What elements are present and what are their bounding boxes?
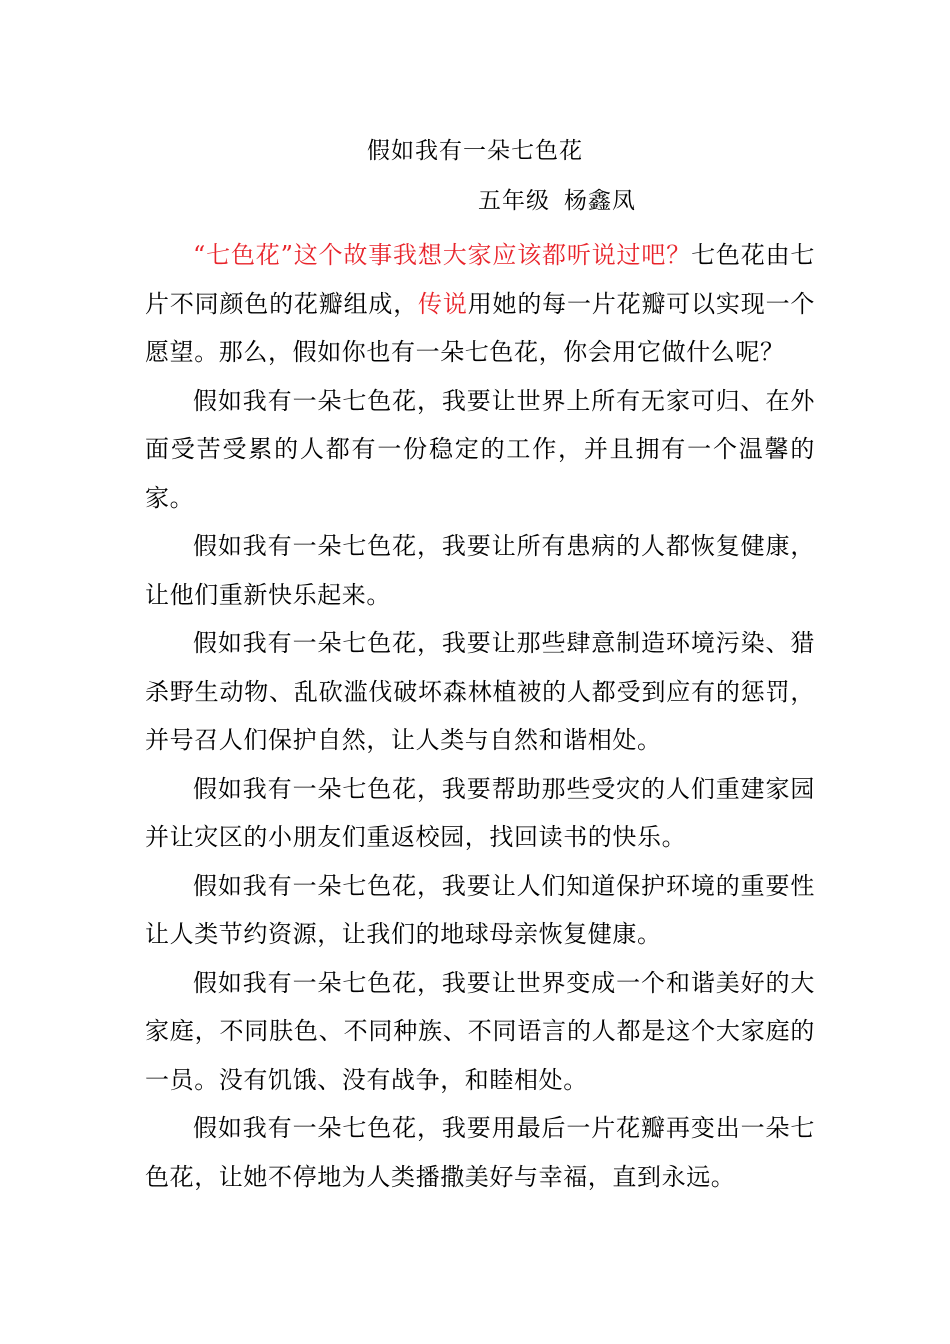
intro-highlight-legend: 传说	[418, 289, 468, 318]
intro-text-part-1: 七色花由七片不同颜色的花瓣组成，	[145, 241, 815, 318]
paragraph-6: 假如我有一朵七色花，我要让世界变成一个和谐美好的大家庭，不同肤色、不同种族、不同语言的人都是这个大家庭的一员。没有饥饿、没有战争，和睦相处。	[145, 968, 815, 1094]
paragraph-5: 假如我有一朵七色花，我要让人们知道保护环境的重要性让人类节约资源，让我们的地球母亲恢复健康。	[145, 871, 815, 948]
paragraph-7: 假如我有一朵七色花，我要用最后一片花瓣再变出一朵七色花，让她不停地为人类播撒美好与幸福，直到永远。	[145, 1114, 815, 1191]
paragraph-1: 假如我有一朵七色花，我要让世界上所有无家可归、在外面受苦受累的人都有一份稳定的工作，并且拥有一个温馨的家。	[145, 386, 815, 512]
paragraph-4: 假如我有一朵七色花，我要帮助那些受灾的人们重建家园并让灾区的小朋友们重返校园，找回读书的快乐。	[145, 774, 815, 851]
paragraph-2: 假如我有一朵七色花，我要让所有患病的人都恢复健康，让他们重新快乐起来。	[145, 532, 815, 609]
byline-grade: 五年级	[478, 188, 550, 214]
intro-text-part-2: 用她的每一片花瓣可以实现一个愿望。那么，假如你也有一朵七色花，你会用它做什么呢？	[145, 289, 815, 366]
intro-paragraph	[145, 231, 815, 377]
byline	[478, 183, 636, 219]
paragraph-3: 假如我有一朵七色花，我要让那些肆意制造环境污染、猎杀野生动物、乱砍滥伐破坏森林植被的人都受到应有的惩罚，并号召人们保护自然，让人类与自然和谐相处。	[145, 629, 815, 754]
article-body	[145, 231, 815, 1201]
byline-author: 杨鑫凤	[564, 188, 636, 214]
intro-highlight-question: “七色花”这个故事我想大家应该都听说过吧？	[193, 241, 692, 269]
page-title: 假如我有一朵七色花	[367, 138, 583, 164]
